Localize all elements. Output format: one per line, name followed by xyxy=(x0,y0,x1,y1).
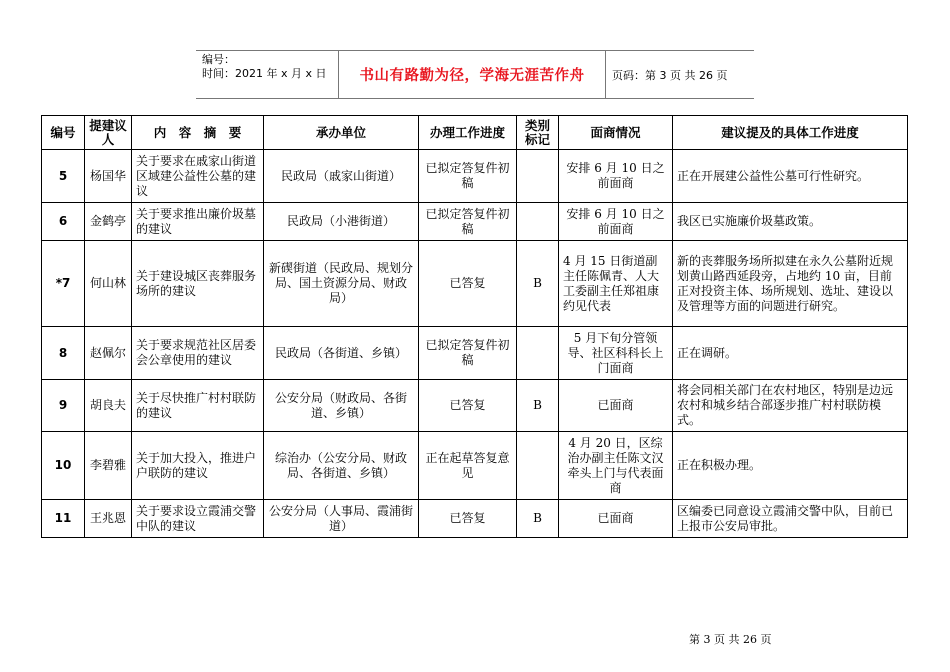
cell-progress: 已拟定答复件初稿 xyxy=(419,327,517,380)
cell-meeting: 已面商 xyxy=(559,500,673,538)
table-row xyxy=(42,432,908,500)
col-header-summary: 内 容 摘 要 xyxy=(132,116,264,150)
cell-status: 将会同相关部门在农村地区，特别是边远农村和城乡结合部逐步推广村村联防模式。 xyxy=(673,380,908,432)
page-header xyxy=(196,50,754,99)
cell-status: 新的丧葬服务场所拟建在永久公墓附近规划黄山路西延段旁，占地约 10 亩，目前正对投资主体、场所规划、选址、建设以及管理等方面的问题进行研究。 xyxy=(673,241,908,327)
cell-proposer: 胡良夫 xyxy=(85,380,132,432)
cell-unit: 公安分局（财政局、各街道、乡镇） xyxy=(264,380,419,432)
cell-proposer: 赵佩尔 xyxy=(85,327,132,380)
col-header-status: 建议提及的具体工作进度 xyxy=(673,116,908,150)
cell-unit: 民政局（戚家山街道） xyxy=(264,150,419,203)
cell-number: 9 xyxy=(42,380,85,432)
cell-unit: 新碶街道（民政局、规划分局、国土资源分局、财政局） xyxy=(264,241,419,327)
col-header-unit: 承办单位 xyxy=(264,116,419,150)
cell-summary: 关于要求规范社区居委会公章使用的建议 xyxy=(132,327,264,380)
page-footer: 第 3 页 共 26 页 xyxy=(689,633,772,646)
header-time-label: 时间：2021 年 x 月 x 日 xyxy=(202,67,327,80)
cell-progress: 已答复 xyxy=(419,380,517,432)
cell-category: B xyxy=(517,380,559,432)
cell-proposer: 何山林 xyxy=(85,241,132,327)
col-header-proposer: 提建议人 xyxy=(85,116,132,150)
cell-meeting: 5 月下旬分管领导、社区科科长上门面商 xyxy=(559,327,673,380)
cell-status: 区编委已同意设立霞浦交警中队，目前已上报市公安局审批。 xyxy=(673,500,908,538)
cell-meeting: 4 月 20 日，区综治办副主任陈文汉牵头上门与代表面商 xyxy=(559,432,673,500)
cell-category xyxy=(517,432,559,500)
cell-unit: 公安分局（人事局、霞浦街道） xyxy=(264,500,419,538)
cell-unit: 民政局（小港街道） xyxy=(264,203,419,241)
table-row xyxy=(42,327,908,380)
cell-status: 正在调研。 xyxy=(673,327,908,380)
col-header-progress: 办理工作进度 xyxy=(419,116,517,150)
cell-progress: 已拟定答复件初稿 xyxy=(419,150,517,203)
proposal-table xyxy=(41,115,908,538)
cell-number: 11 xyxy=(42,500,85,538)
cell-unit: 综治办（公安分局、财政局、各街道、乡镇） xyxy=(264,432,419,500)
cell-status: 正在积极办理。 xyxy=(673,432,908,500)
header-page-info: 页码：第 3 页 共 26 页 xyxy=(612,68,728,82)
table-row xyxy=(42,500,908,538)
cell-summary: 关于建设城区丧葬服务场所的建议 xyxy=(132,241,264,327)
col-header-meeting: 面商情况 xyxy=(559,116,673,150)
cell-summary: 关于加大投入，推进户户联防的建议 xyxy=(132,432,264,500)
cell-progress: 正在起草答复意见 xyxy=(419,432,517,500)
col-header-category: 类别标记 xyxy=(517,116,559,150)
cell-category xyxy=(517,203,559,241)
cell-meeting: 安排 6 月 10 日之前面商 xyxy=(559,150,673,203)
cell-status: 我区已实施廉价圾墓政策。 xyxy=(673,203,908,241)
table-row xyxy=(42,380,908,432)
cell-number: 8 xyxy=(42,327,85,380)
table-row xyxy=(42,203,908,241)
cell-proposer: 杨国华 xyxy=(85,150,132,203)
cell-number: 6 xyxy=(42,203,85,241)
table-row xyxy=(42,241,908,327)
cell-category: B xyxy=(517,241,559,327)
cell-number: *7 xyxy=(42,241,85,327)
cell-summary: 关于要求设立霞浦交警中队的建议 xyxy=(132,500,264,538)
header-motto: 书山有路勤为径，学海无涯苦作舟 xyxy=(339,51,606,98)
table-row xyxy=(42,150,908,203)
cell-progress: 已拟定答复件初稿 xyxy=(419,203,517,241)
cell-category xyxy=(517,327,559,380)
cell-meeting: 4 月 15 日街道副主任陈佩青、人大工委副主任郑祖康约见代表 xyxy=(559,241,673,327)
col-header-number: 编号 xyxy=(42,116,85,150)
cell-proposer: 王兆恩 xyxy=(85,500,132,538)
cell-meeting: 安排 6 月 10 日之前面商 xyxy=(559,203,673,241)
cell-category xyxy=(517,150,559,203)
cell-summary: 关于尽快推广村村联防的建议 xyxy=(132,380,264,432)
cell-progress: 已答复 xyxy=(419,241,517,327)
cell-number: 10 xyxy=(42,432,85,500)
cell-proposer: 李碧雅 xyxy=(85,432,132,500)
table-header-row xyxy=(42,116,908,150)
cell-summary: 关于要求在戚家山街道区域建公益性公墓的建议 xyxy=(132,150,264,203)
cell-status: 正在开展建公益性公墓可行性研究。 xyxy=(673,150,908,203)
cell-unit: 民政局（各街道、乡镇） xyxy=(264,327,419,380)
header-meta xyxy=(196,51,339,98)
cell-meeting: 已面商 xyxy=(559,380,673,432)
header-number-label: 编号： xyxy=(202,53,235,66)
cell-number: 5 xyxy=(42,150,85,203)
cell-proposer: 金鹤亭 xyxy=(85,203,132,241)
cell-progress: 已答复 xyxy=(419,500,517,538)
cell-category: B xyxy=(517,500,559,538)
cell-summary: 关于要求推出廉价圾墓的建议 xyxy=(132,203,264,241)
